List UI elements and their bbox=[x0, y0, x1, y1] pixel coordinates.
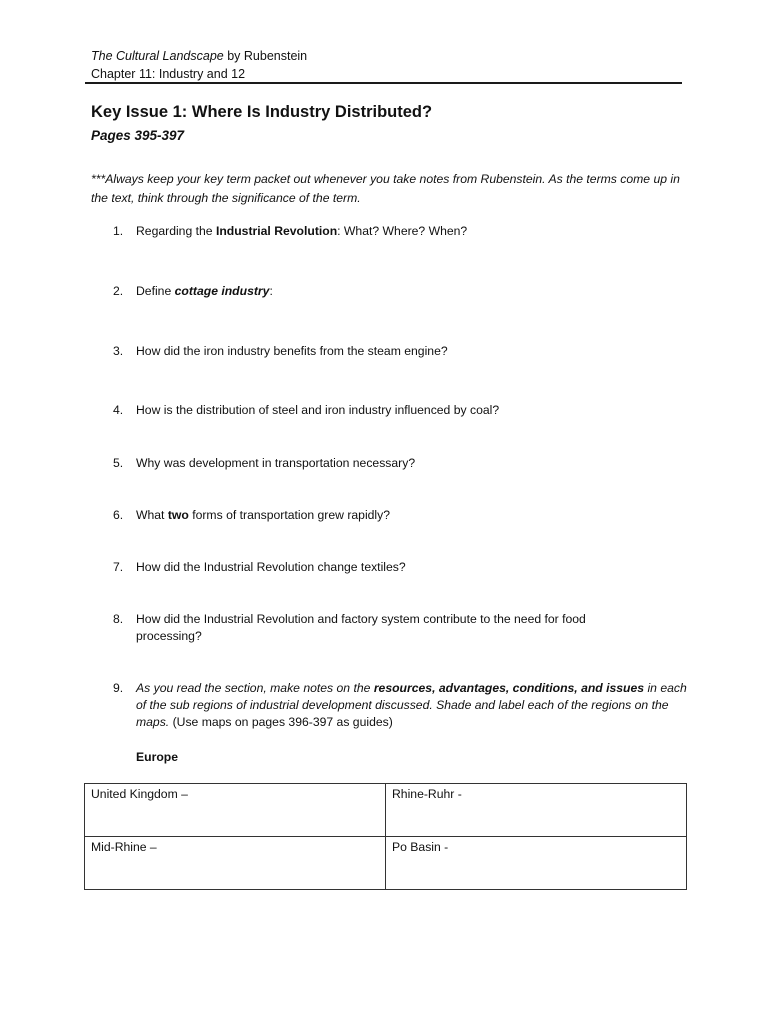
question-number: 5. bbox=[113, 456, 124, 470]
question-number: 4. bbox=[113, 403, 124, 417]
question-7 bbox=[113, 559, 406, 576]
table-row bbox=[85, 784, 687, 837]
question-number: 8. bbox=[113, 612, 124, 626]
question-text: Why was development in transportation necessary? bbox=[136, 456, 416, 470]
question-text: How is the distribution of steel and iron industry influenced by coal? bbox=[136, 403, 500, 417]
question-text: How did the Industrial Revolution and factory system contribute to the need for food processing? bbox=[136, 612, 586, 643]
question-text-part: : What? Where? When? bbox=[337, 224, 468, 238]
question-text-part: Regarding the bbox=[136, 224, 216, 238]
section-label-europe: Europe bbox=[136, 750, 178, 764]
question-text-part: (Use maps on pages 396-397 as guides) bbox=[169, 715, 393, 729]
question-number: 6. bbox=[113, 508, 124, 522]
question-text-part: What bbox=[136, 508, 168, 522]
question-5 bbox=[113, 455, 415, 472]
header-divider bbox=[85, 82, 682, 84]
question-2 bbox=[113, 283, 273, 300]
region-cell-po-basin[interactable]: Po Basin - bbox=[386, 837, 687, 890]
question-text-part: Define bbox=[136, 284, 175, 298]
question-text-part: : bbox=[269, 284, 273, 298]
region-cell-mid-rhine[interactable]: Mid-Rhine – bbox=[85, 837, 386, 890]
book-title: The Cultural Landscape bbox=[91, 49, 224, 63]
question-number: 1. bbox=[113, 224, 124, 238]
table-row bbox=[85, 837, 687, 890]
question-number: 3. bbox=[113, 344, 124, 358]
page-title: Key Issue 1: Where Is Industry Distributed? bbox=[91, 103, 433, 121]
chapter-line: Chapter 11: Industry and 12 bbox=[91, 67, 246, 81]
question-4 bbox=[113, 402, 499, 419]
regions-table bbox=[84, 783, 687, 890]
document-header bbox=[91, 47, 307, 83]
question-text: How did the Industrial Revolution change textiles? bbox=[136, 560, 406, 574]
question-9 bbox=[113, 680, 696, 731]
question-8 bbox=[113, 611, 606, 645]
key-term: Industrial Revolution bbox=[215, 224, 338, 238]
question-text bbox=[136, 507, 390, 524]
question-1 bbox=[113, 223, 467, 240]
question-text-part: in each of the sub regions of industrial development discussed. Shade and label each of the regions on the maps. bbox=[136, 681, 687, 729]
question-text bbox=[136, 283, 273, 300]
question-text-part: As you read the section, make notes on the bbox=[136, 681, 374, 695]
book-author: by Rubenstein bbox=[223, 49, 308, 63]
question-number: 2. bbox=[113, 284, 124, 298]
question-6 bbox=[113, 507, 390, 524]
key-term: two bbox=[167, 508, 189, 522]
question-text bbox=[136, 223, 467, 240]
page-range: Pages 395-397 bbox=[91, 128, 185, 143]
question-text bbox=[136, 680, 696, 731]
key-term: resources, advantages, conditions, and issues bbox=[373, 681, 645, 695]
question-3 bbox=[113, 343, 448, 360]
instructions-note: ***Always keep your key term packet out whenever you take notes from Rubenstein. As the terms come up in the text, think through the significance of the term. bbox=[91, 172, 680, 205]
question-number: 7. bbox=[113, 560, 124, 574]
question-number: 9. bbox=[113, 681, 124, 695]
question-text-part: forms of transportation grew rapidly? bbox=[188, 508, 391, 522]
key-term: cottage industry bbox=[174, 284, 270, 298]
book-line bbox=[91, 47, 307, 65]
question-text: How did the iron industry benefits from the steam engine? bbox=[136, 344, 448, 358]
region-cell-united-kingdom[interactable]: United Kingdom – bbox=[85, 784, 386, 837]
region-cell-rhine-ruhr[interactable]: Rhine-Ruhr - bbox=[386, 784, 687, 837]
